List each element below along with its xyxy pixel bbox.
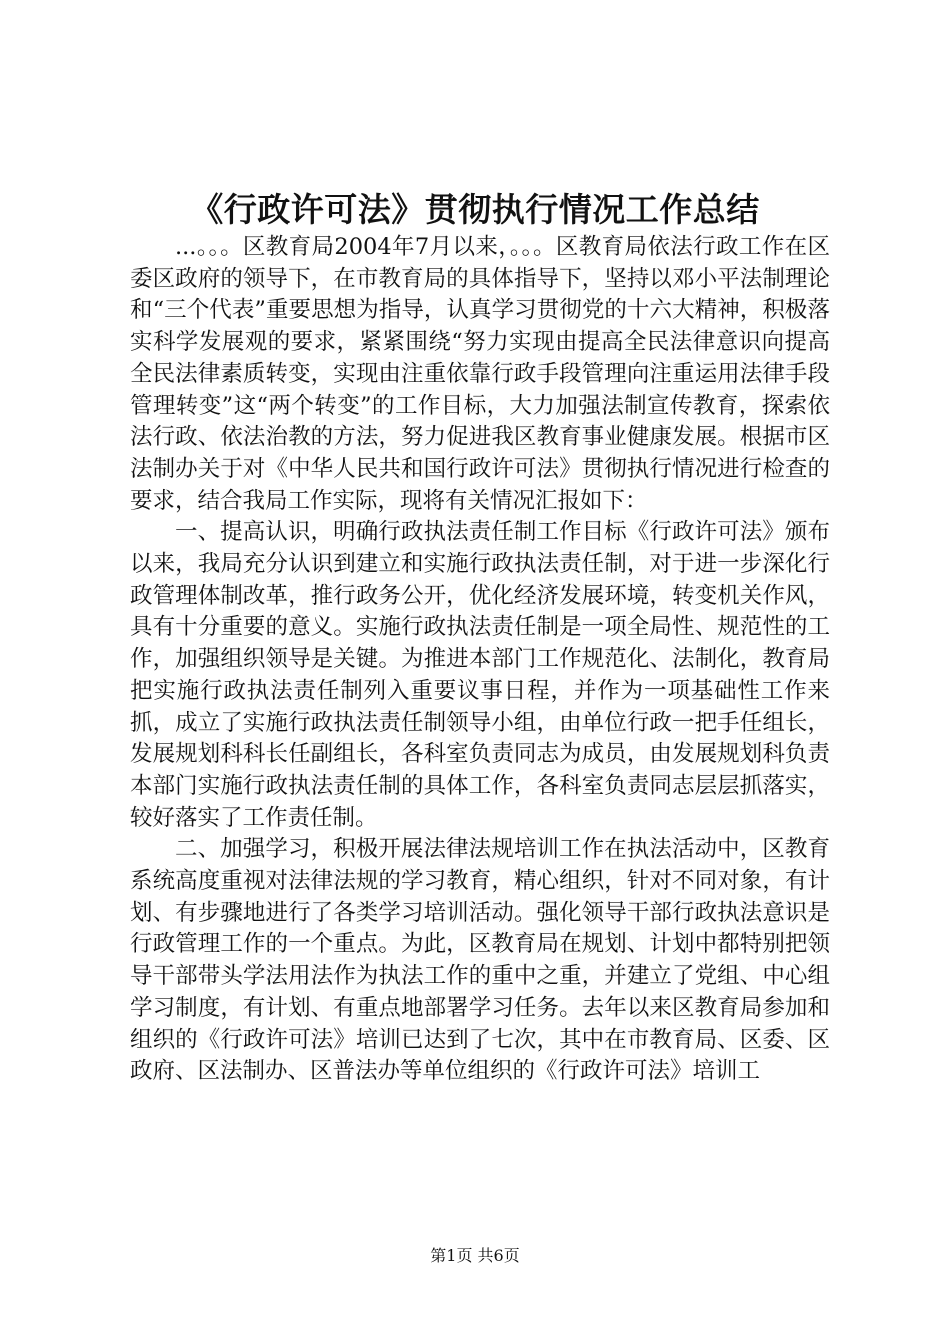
- paragraph-section-1: 一、提高认识，明确行政执法责任制工作目标《行政许可法》颁布以来，我局充分认识到建立和实施行政执法责任制，对于进一步深化行政管理体制改革，推行政务公开，优化经济发展环境，转变机关作风，具有十分重要的意义。实施行政执法责任制是一项全局性、规范性的工作，加强组织领导是关键。为推进本部门工作规范化、法制化，教育局把实施行政执法责任制列入重要议事日程，并作为一项基础性工作来抓，成立了实施行政执法责任制领导小组，由单位行政一把手任组长，发展规划科科长任副组长，各科室负责同志为成员，由发展规划科负责本部门实施行政执法责任制的具体工作，各科室负责同志层层抓落实，较好落实了工作责任制。: [130, 519, 830, 831]
- document-title: 《行政许可法》贯彻执行情况工作总结: [190, 190, 760, 229]
- document-body: [130, 232, 830, 1088]
- page-footer: 第1页 共6页: [430, 1246, 520, 1265]
- paragraph-section-2: 二、加强学习，积极开展法律法规培训工作在执法活动中，区教育系统高度重视对法律法规的学习教育，精心组织，针对不同对象，有计划、有步骤地进行了各类学习培训活动。强化领导干部行政执法意识是行政管理工作的一个重点。为此，区教育局在规划、计划中都特别把领导干部带头学法用法作为执法工作的重中之重，并建立了党组、中心组学习制度，有计划、有重点地部署学习任务。去年以来区教育局参加和组织的《行政许可法》培训已达到了七次，其中在市教育局、区委、区政府、区法制办、区普法办等单位组织的《行政许可法》培训工: [130, 836, 830, 1085]
- paragraph-intro: ...。。。区教育局2004年7月以来，。。。区教育局依法行政工作在区委区政府的领导下，在市教育局的具体指导下，坚持以邓小平法制理论和“三个代表”重要思想为指导，认真学习贯彻党的十六大精神，积极落实科学发展观的要求，紧紧围绕“努力实现由提高全民法律意识向提高全民法律素质转变，实现由注重依靠行政手段管理向注重运用法律手段管理转变”这“两个转变”的工作目标，大力加强法制宣传教育，探索依法行政、依法治教的方法，努力促进我区教育事业健康发展。根据市区法制办关于对《中华人民共和国行政许可法》贯彻执行情况进行检查的要求，结合我局工作实际，现将有关情况汇报如下：: [130, 234, 830, 514]
